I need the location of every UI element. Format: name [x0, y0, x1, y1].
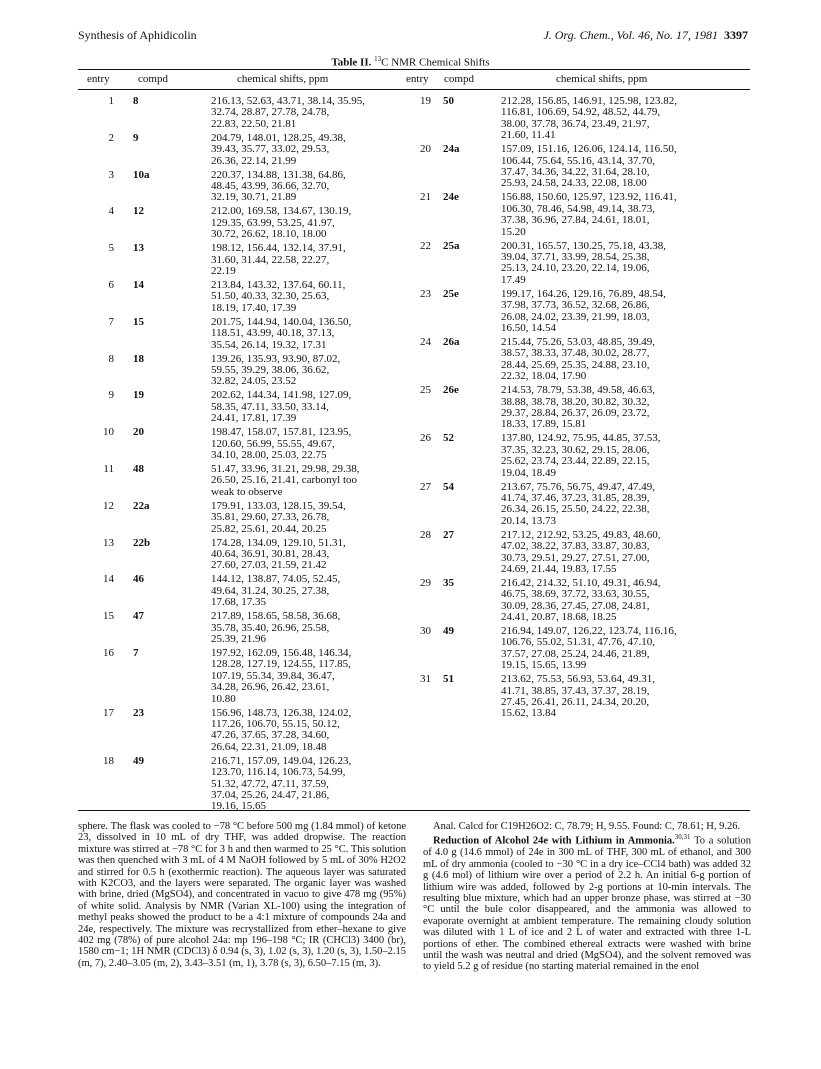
compound-cell: 26e: [443, 384, 459, 397]
shifts-cell: 215.44, 75.26, 53.03, 48.85, 39.49, 38.57, 38.33, 37.48, 30.02, 28.77, 28.44, 25.69, 25.35, 24.88, 23.10, 22.32, 18.04, 17.90: [501, 335, 655, 383]
entry-cell: 12: [103, 499, 114, 512]
shifts-cell: 216.94, 149.07, 126.22, 123.74, 116.16, 106.76, 55.02, 51.31, 47.76, 47.10, 37.57, 27.08, 25.24, 24.46, 21.89, 19.15, 15.65, 13.99: [501, 625, 677, 672]
entry-cell: 13: [103, 536, 114, 549]
compound-cell: 22a: [133, 499, 150, 512]
procedure-paragraph: [423, 832, 751, 972]
compound-cell: 26a: [443, 335, 460, 348]
compound-cell: 8: [133, 95, 139, 107]
table-row: [90, 708, 400, 756]
col-header-entry-right: entry: [406, 73, 429, 85]
entry-cell: 22: [420, 239, 431, 252]
journal-reference: J. Org. Chem., Vol. 46, No. 17, 1981: [543, 28, 718, 42]
compound-cell: 19: [133, 389, 144, 402]
compound-cell: 9: [133, 131, 139, 144]
entry-cell: 16: [103, 646, 114, 659]
entry-cell: 19: [420, 95, 431, 107]
shifts-cell: 156.88, 150.60, 125.97, 123.92, 116.41, 106.30, 78.46, 54.98, 49.14, 38.73, 37.38, 36.96, 27.84, 24.61, 18.01, 15.20: [501, 191, 677, 238]
body-text-right: [423, 821, 751, 973]
entry-cell: 20: [420, 143, 431, 156]
compound-cell: 23: [133, 706, 144, 719]
entry-cell: 23: [420, 287, 431, 300]
compound-cell: 25e: [443, 287, 459, 300]
col-header-compd-right: compd: [444, 73, 474, 85]
compound-cell: 18: [133, 352, 144, 365]
running-title: Synthesis of Aphidicolin: [78, 28, 197, 42]
journal-citation: [543, 28, 748, 43]
shifts-cell: 197.92, 162.09, 156.48, 146.34, 128.28, 127.19, 124.55, 117.85, 107.19, 55.34, 39.84, 36.47, 34.28, 26.96, 26.42, 23.61, 10.80: [211, 646, 352, 705]
table-row: [407, 626, 752, 674]
shifts-cell: 214.53, 78.79, 53.38, 49.58, 46.63, 38.88, 38.78, 38.20, 30.82, 30.32, 29.37, 28.84, 26.37, 26.09, 23.72, 18.33, 17.89, 15.81: [501, 384, 655, 431]
shifts-cell: 217.89, 158.65, 58.58, 36.68, 35.78, 35.40, 26.96, 25.58, 25.39, 21.96: [211, 610, 341, 645]
shifts-cell: 216.71, 157.09, 149.04, 126.23, 123.70, 116.14, 106.73, 54.99, 51.32, 47.72, 47.11, 37.59, 37.04, 25.26, 24.47, 21.86, 19.16, 15.65: [211, 754, 352, 813]
shifts-cell: 212.00, 169.58, 134.67, 130.19, 129.35, 63.99, 53.25, 41.97, 30.72, 26.62, 18.10, 18.00: [211, 205, 352, 241]
table-row: [407, 192, 752, 240]
table-row: [407, 433, 752, 481]
table-row: [407, 337, 752, 385]
compound-cell: 20: [133, 426, 144, 439]
compound-cell: 46: [133, 573, 144, 586]
shifts-cell: 157.09, 151.16, 126.06, 124.14, 116.50, 106.44, 75.64, 55.16, 43.14, 37.70, 37.47, 34.36, 34.22, 31.64, 28.10, 25.93, 24.58, 24.33, 22.08, 18.00: [501, 143, 677, 190]
table-row: [407, 674, 752, 722]
compound-cell: 35: [443, 576, 454, 589]
table-row: [90, 170, 400, 207]
entry-cell: 14: [103, 573, 114, 586]
compound-cell: 25a: [443, 239, 460, 252]
compound-cell: 52: [443, 432, 454, 445]
entry-cell: 28: [420, 528, 431, 541]
compound-cell: 24a: [443, 143, 460, 156]
table-row: [90, 96, 400, 133]
compound-cell: 48: [133, 462, 144, 475]
compound-cell: 22b: [133, 536, 151, 549]
entry-cell: 26: [420, 432, 431, 445]
shifts-cell: 212.28, 156.85, 146.91, 125.98, 123.82, 116.81, 106.69, 54.92, 48.52, 44.79, 38.00, 37.78, 36.74, 23.49, 21.97, 21.60, 11.41: [501, 95, 677, 142]
compound-cell: 47: [133, 610, 144, 623]
entry-cell: 27: [420, 480, 431, 493]
table-row: [90, 464, 400, 501]
table-row: [90, 427, 400, 464]
page-number: 3397: [724, 28, 748, 42]
table-row: [407, 241, 752, 289]
analysis-line: Anal. Calcd for C19H26O2: C, 78.79; H, 9.55. Found: C, 78.61; H, 9.26.: [433, 821, 741, 832]
entry-cell: 11: [103, 462, 114, 475]
compound-cell: 27: [443, 528, 454, 541]
table-row: [407, 530, 752, 578]
entry-cell: 29: [420, 576, 431, 589]
table-row: [90, 206, 400, 243]
compound-cell: 7: [133, 646, 139, 659]
shifts-cell: 179.91, 133.03, 128.15, 39.54, 35.81, 29.60, 27.33, 26.78, 25.82, 25.61, 20.44, 20.25: [211, 499, 346, 535]
nmr-table-right: [407, 96, 752, 722]
entry-cell: 15: [103, 610, 114, 623]
shifts-cell: 213.62, 75.53, 56.93, 53.64, 49.31, 41.71, 38.85, 37.43, 37.37, 28.19, 27.45, 26.41, 26.11, 24.34, 20.20, 15.62, 13.84: [501, 673, 655, 720]
paragraph: sphere. The flask was cooled to −78 °C before 500 mg (1.84 mmol) of ketone 23, dissolved in 10 mL of dry THF, was added dropwise. The reaction mixture was stirred at −78 °C for 3 h and then warmed to 25 °C. This solution was then quenched with 3 mL of 4 M NaOH followed by 5 mL of 30% H2O2 and stirred for 0.5 h (exothermic reaction). The aqueous layer was saturated with K2CO3, and the layers were separated. The organic layer was washed with brine, dried (MgSO4), and concentrated in vacuo to give 478 mg (95%) of white solid. Analysis by NMR (Varian XL-100) using the integration of methyl peaks showed the product to be a 4:1 mixture of compounds 24a and 24e, respectively. The mixture was recrystallized from ether–hexane to give 402 mg (78%) of pure alcohol 24a: mp 196–198 °C; IR (CHCl3) 3400 (br), 1580 cm−1; 1H NMR (CDCl3) δ 0.94 (s, 3), 1.02 (s, 3), 1.20 (s, 3), 1.50–2.15 (m, 7), 2.40–3.05 (m, 2), 3.43–3.51 (m, 1), 3.78 (s, 3), 6.50–7.15 (m, 3).: [78, 821, 406, 969]
entry-cell: 21: [420, 191, 431, 204]
shifts-cell: 200.31, 165.57, 130.25, 75.18, 43.38, 39.04, 37.71, 33.99, 28.54, 25.38, 25.13, 24.10, 23.20, 22.14, 19.06, 17.49: [501, 239, 666, 286]
entry-cell: 30: [420, 625, 431, 638]
table-header-rule: [78, 89, 750, 90]
table-row: [90, 390, 400, 427]
shifts-cell: 204.79, 148.01, 128.25, 49.38, 39.43, 35.77, 33.02, 29.53, 26.36, 22.14, 21.99: [211, 131, 346, 167]
entry-cell: 17: [103, 706, 114, 719]
table-row: [90, 574, 400, 611]
table-row: [90, 538, 400, 575]
compound-cell: 14: [133, 278, 144, 291]
compound-cell: 24e: [443, 191, 459, 204]
shifts-cell: 220.37, 134.88, 131.38, 64.86, 48.45, 43.99, 36.66, 32.70, 32.19, 30.71, 21.89: [211, 168, 346, 204]
entry-cell: 2: [108, 131, 114, 144]
table-row: [90, 354, 400, 391]
section-heading: Reduction of Alcohol 24e with Lithium in Ammonia.: [433, 835, 675, 847]
isotope-superscript: 13: [374, 55, 382, 63]
table-row: [407, 385, 752, 433]
entry-cell: 1: [108, 95, 114, 107]
entry-cell: 10: [103, 426, 114, 439]
compound-cell: 15: [133, 315, 144, 328]
table-row: [90, 501, 400, 538]
entry-cell: 3: [108, 168, 114, 181]
table-caption: C NMR Chemical Shifts: [381, 56, 490, 69]
col-header-shifts-right: chemical shifts, ppm: [556, 73, 648, 85]
shifts-cell: 217.12, 212.92, 53.25, 49.83, 48.60, 47.02, 38.22, 37.83, 33.87, 30.83, 30.73, 29.51, 29.27, 27.51, 27.00, 24.69, 21.44, 19.83, 17.55: [501, 528, 661, 575]
table-row: [90, 280, 400, 317]
shifts-cell: 174.28, 134.09, 129.10, 51.31, 40.64, 36.91, 30.81, 28.43, 27.60, 27.03, 21.59, 21.42: [211, 536, 346, 572]
table-row: [90, 648, 400, 708]
col-header-entry-left: entry: [87, 73, 110, 85]
shifts-cell: 156.96, 148.73, 126.38, 124.02, 117.26, 106.70, 55.15, 50.12, 47.26, 37.65, 37.28, 34.60, 26.64, 22.31, 21.09, 18.48: [211, 706, 352, 753]
shifts-cell: 202.62, 144.34, 141.98, 127.09, 58.35, 47.11, 33.50, 33.14, 24.41, 17.81, 17.39: [211, 389, 352, 425]
entry-cell: 7: [108, 315, 114, 328]
shifts-cell: 51.47, 33.96, 31.21, 29.98, 29.38, 26.50, 25.16, 21.41, carbonyl too weak to observe: [211, 462, 360, 498]
entry-cell: 25: [420, 384, 431, 397]
entry-cell: 9: [108, 389, 114, 402]
shifts-cell: 201.75, 144.94, 140.04, 136.50, 118.51, 43.99, 40.18, 37.13, 35.54, 26.14, 19.32, 17.31: [211, 315, 352, 351]
table-row: [407, 578, 752, 626]
shifts-cell: 198.47, 158.07, 157.81, 123.95, 120.60, 56.99, 55.55, 49.67, 34.10, 28.00, 25.03, 22.75: [211, 426, 352, 461]
table-row: [407, 144, 752, 192]
compound-cell: 50: [443, 95, 454, 107]
table-row: [90, 243, 400, 280]
shifts-cell: 199.17, 164.26, 129.16, 76.89, 48.54, 37.98, 37.73, 36.52, 32.68, 26.86, 26.08, 24.02, 23.39, 21.99, 18.03, 16.50, 14.54: [501, 287, 666, 334]
compound-cell: 54: [443, 480, 454, 493]
entry-cell: 18: [103, 754, 114, 767]
table-number: Table II.: [331, 56, 372, 69]
col-header-shifts-left: chemical shifts, ppm: [237, 73, 329, 85]
shifts-cell: 213.84, 143.32, 137.64, 60.11, 51.50, 40.33, 32.30, 25.63, 18.19, 17.40, 17.39: [211, 278, 346, 314]
col-header-compd-left: compd: [138, 73, 168, 85]
table-row: [90, 133, 400, 170]
table-row: [90, 317, 400, 354]
table-row: [407, 96, 752, 144]
entry-cell: 31: [420, 673, 431, 686]
running-header: [78, 28, 748, 44]
shifts-cell: 213.67, 75.76, 56.75, 49.47, 47.49, 41.74, 37.46, 37.23, 31.85, 28.39, 26.34, 26.15, 25.50, 24.22, 22.38, 20.14, 13.73: [501, 480, 655, 527]
table-row: [407, 289, 752, 337]
table-row: [90, 756, 400, 816]
shifts-cell: 137.80, 124.92, 75.95, 44.85, 37.53, 37.35, 32.23, 30.62, 29.15, 28.06, 25.62, 23.74, 23.44, 22.89, 22.15, 19.04, 18.49: [501, 432, 661, 479]
body-text-left: [78, 821, 406, 969]
shifts-cell: 198.12, 156.44, 132.14, 37.91, 31.60, 31.44, 22.58, 22.27, 22.19: [211, 242, 346, 277]
nmr-table-left: [90, 96, 400, 815]
procedure-text: To a solution of 4.0 g (14.6 mmol) of 24e in 300 mL of THF, 300 mL of ethanol, and 300 mL of dry ammonia (cooled to −30 °C in a dry ice–CCl4 bath) was added 32 g (4.6 mol) of lithium wire over a period of 2.2 h. An initial 6-g portion of lithium wire was added, followed by 2-g portions at 10-min intervals. The resulting blue mixture, which had an upper bronze phase, was stirred at −30 °C until the bule color disappeared, and the ammonia was allowed to evaporate overnight at ambient temperature. The remaining cloudy solution was diluted with 1 L of ice and 2 L of water and extracted with three 1-L portions of ether. The combined ethereal extracts were washed with brine until the wash was neutral and dried (MgSO4), and the solvent removed was to yield 5.2 g of residue (no starting material remained in the enol: [423, 835, 751, 973]
compound-cell: 10a: [133, 168, 150, 181]
compound-cell: 49: [133, 754, 144, 767]
compound-cell: 49: [443, 625, 454, 638]
table-title: [0, 55, 821, 69]
entry-cell: 4: [108, 205, 114, 218]
entry-cell: 8: [108, 352, 114, 365]
entry-cell: 5: [108, 242, 114, 255]
table-bottom-rule: [78, 810, 750, 811]
compound-cell: 13: [133, 242, 144, 255]
table-row: [407, 482, 752, 530]
compound-cell: 51: [443, 673, 454, 686]
table-top-rule: [78, 69, 750, 70]
entry-cell: 24: [420, 335, 431, 348]
shifts-cell: 144.12, 138.87, 74.05, 52.45, 49.64, 31.24, 30.25, 27.38, 17.68, 17.35: [211, 573, 341, 609]
table-row: [90, 611, 400, 648]
compound-cell: 12: [133, 205, 144, 218]
shifts-cell: 216.13, 52.63, 43.71, 38.14, 35.95, 32.74, 28.87, 27.78, 24.78, 22.83, 22.50, 21.81: [211, 95, 365, 130]
entry-cell: 6: [108, 278, 114, 291]
reference-superscript: 30,31: [674, 833, 691, 842]
shifts-cell: 139.26, 135.93, 93.90, 87.02, 59.55, 39.29, 38.06, 36.62, 32.82, 24.05, 23.52: [211, 352, 341, 388]
shifts-cell: 216.42, 214.32, 51.10, 49.31, 46.94, 46.75, 38.69, 37.72, 33.63, 30.55, 30.09, 28.36, 27.45, 27.08, 24.81, 24.41, 20.87, 18.68, 18.25: [501, 576, 661, 624]
